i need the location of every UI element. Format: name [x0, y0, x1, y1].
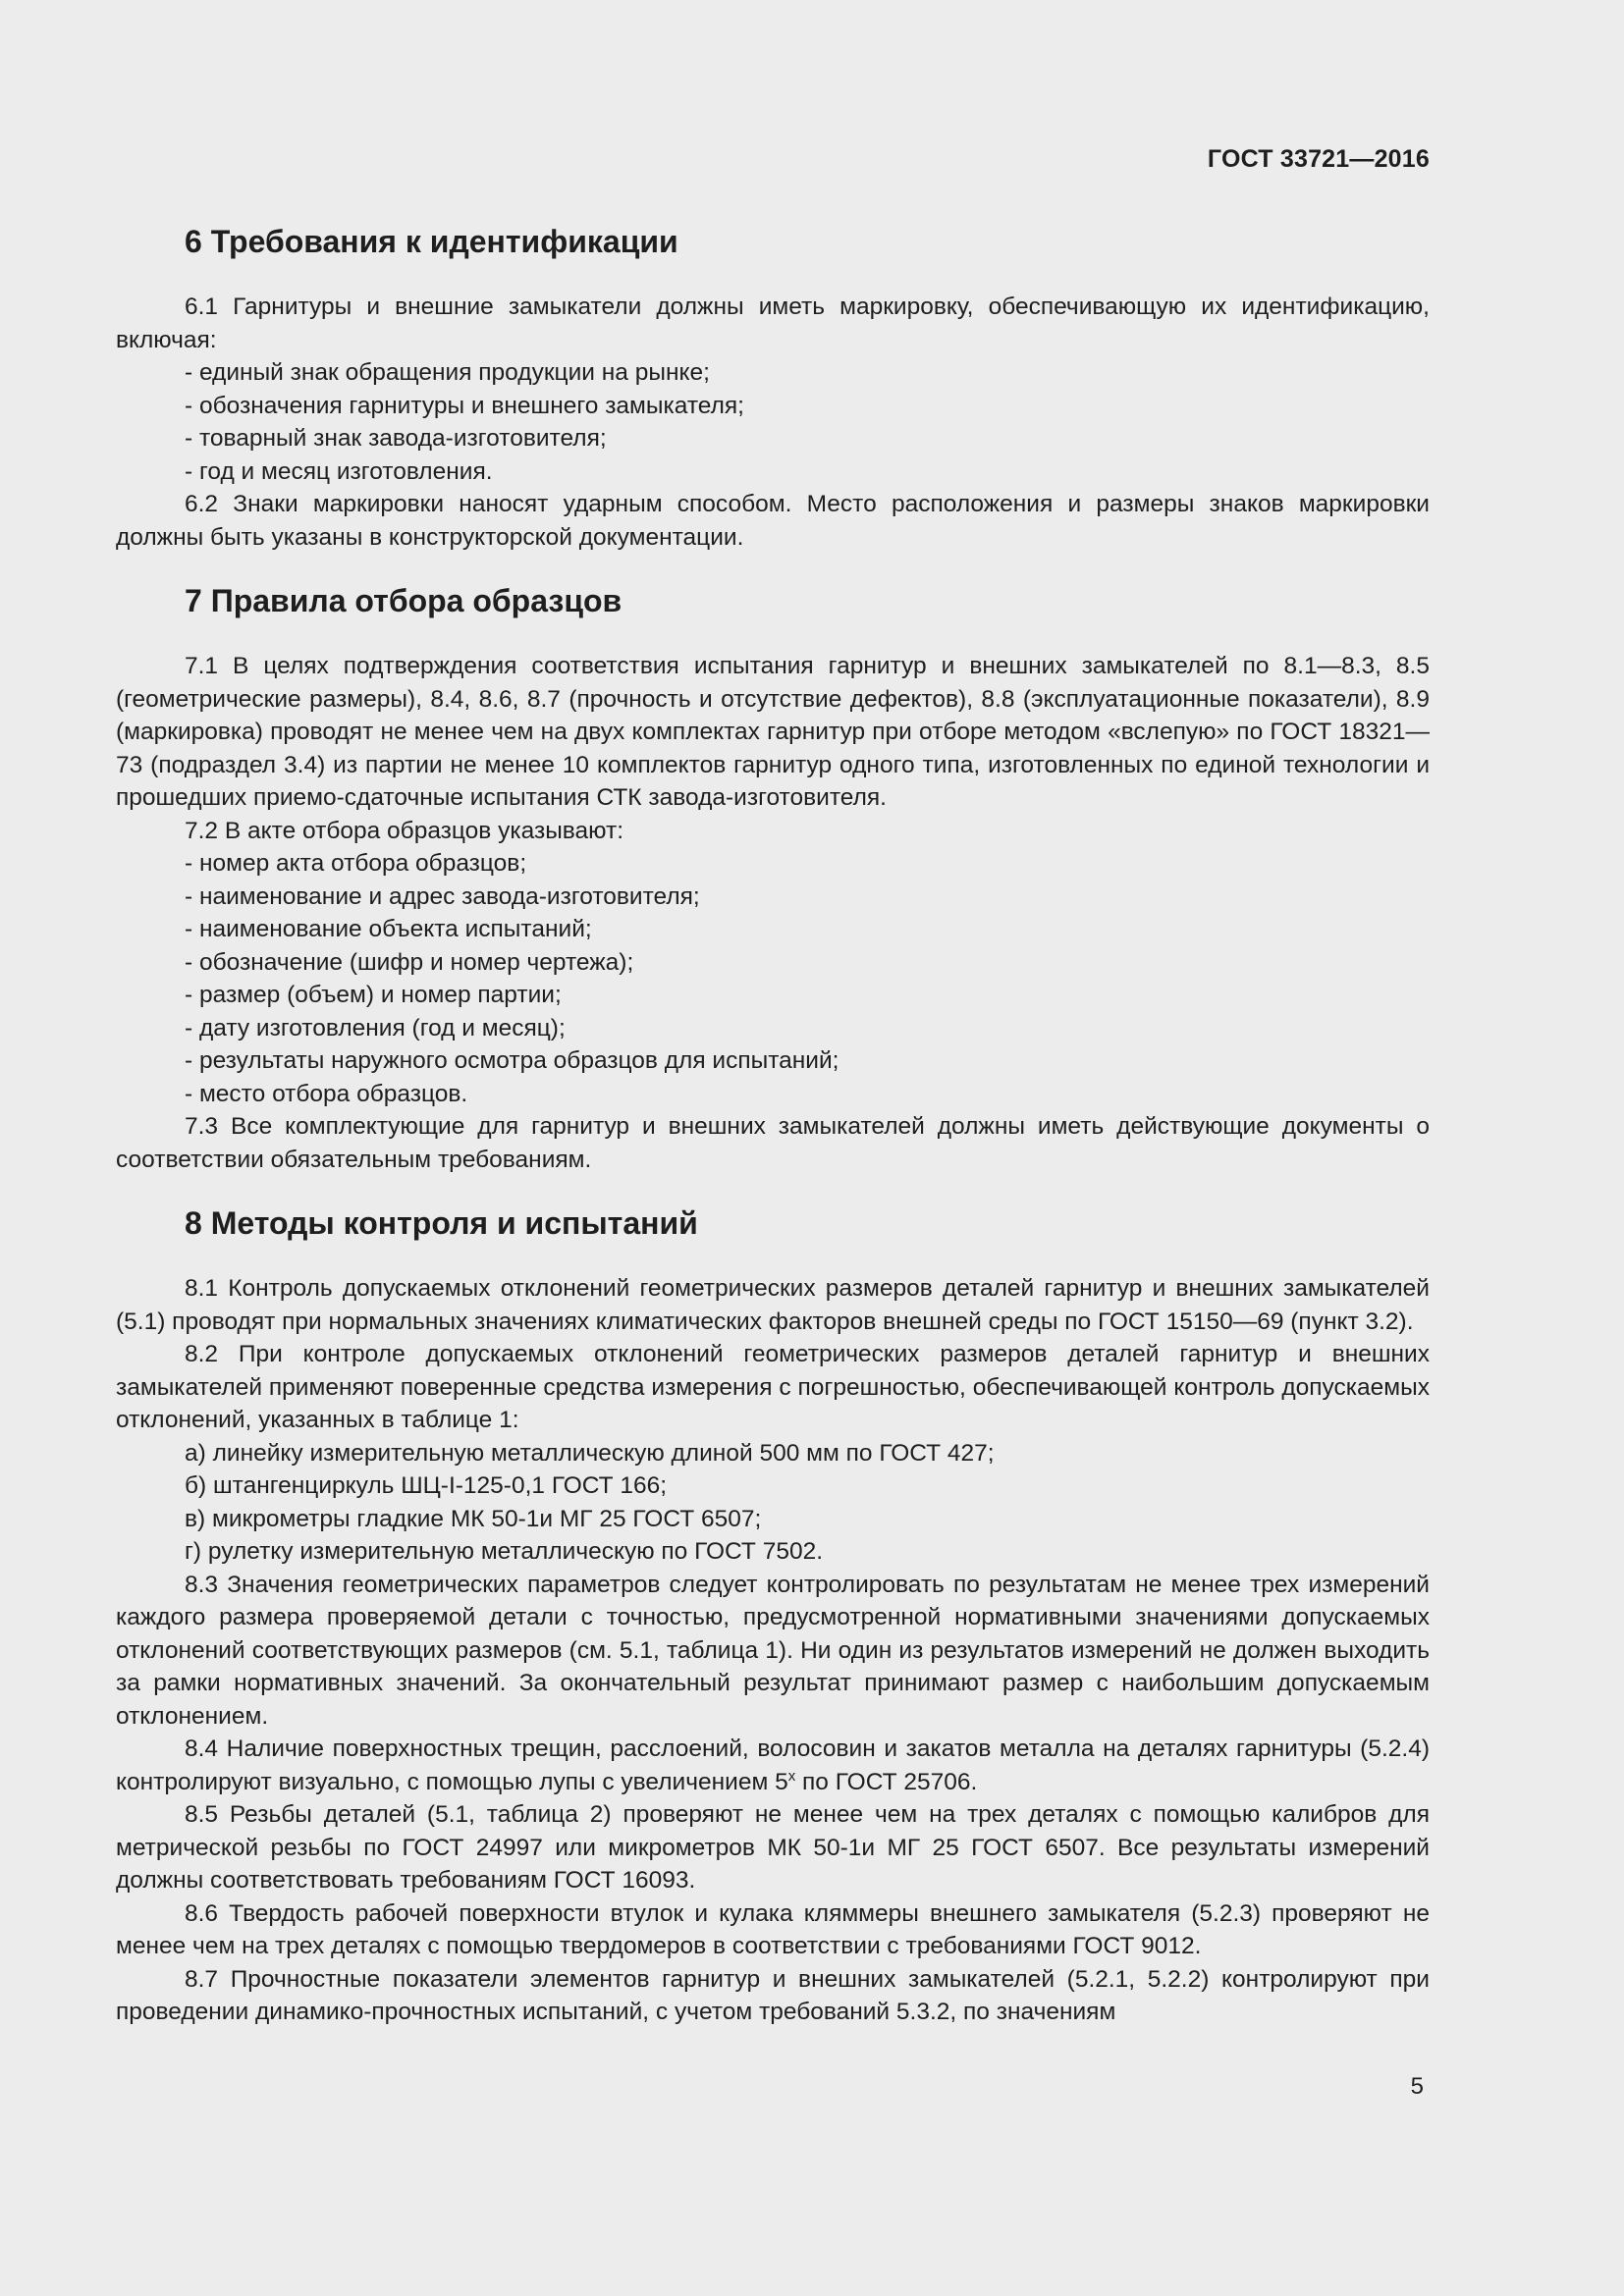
superscript: х [787, 1767, 796, 1785]
document-code: ГОСТ 33721—2016 [1207, 145, 1430, 173]
paragraph: 7.1 В целях подтверждения соответствия испытания гарнитур и внешних замыкателей по 8.1—8.3, 8.5 (геометрические размеры), 8.4, 8.6, 8.7 (прочность и отсутствие дефектов), 8.8 (эксплуатационные показатели), 8.9 (маркировка) проводят не менее чем на двух комплектах гарнитур при отборе методом «вслепую» по ГОСТ 18321—73 (подраздел 3.4) из партии не менее 10 комплектов гарнитур одного типа, изготовленных по единой технологии и прошедших приемо-сдаточные испытания СТК завода-изготовителя. [116, 653, 1430, 811]
list-item: - товарный знак завода-изготовителя; [185, 425, 607, 452]
list-item: - место отбора образцов. [185, 1080, 468, 1107]
list-item: - обозначения гарнитуры и внешнего замыкателя; [185, 392, 744, 419]
list-item: г) рулетку измерительную металлическую по ГОСТ 7502. [185, 1538, 824, 1565]
list-item: - единый знак обращения продукции на рынке; [185, 359, 710, 386]
list-item: - наименование и адрес завода-изготовителя; [185, 882, 700, 910]
section-title: 7 Правила отбора образцов [185, 583, 623, 618]
section-title: 8 Методы контроля и испытаний [185, 1205, 698, 1241]
page-content [116, 222, 1430, 2029]
paragraph: 8.5 Резьбы деталей (5.1, таблица 2) проверяют не менее чем на трех деталях с помощью калибров для метрической резьбы по ГОСТ 24997 или микрометров МК 50-1и МГ 25 ГОСТ 6507. Все результаты измерений должны соответствовать требованиям ГОСТ 16093. [116, 1801, 1430, 1894]
paragraph: 8.3 Значения геометрических параметров следует контролировать по результатам не менее трех измерений каждого размера проверяемой детали с точностью, предусмотренной нормативными значениями допускаемых отклонений соответствующих размеров (см. 5.1, таблица 1). Ни один из результатов измерений не должен выходить за рамки нормативных значений. За окончательный результат принимают размер с наибольшим допускаемым отклонением. [116, 1571, 1430, 1730]
list-item: - наименование объекта испытаний; [185, 916, 592, 942]
paragraph: 8.7 Прочностные показатели элементов гарнитур и внешних замыкателей (5.2.1, 5.2.2) контролируют при проведении динамико-прочностных испытаний, с учетом требований 5.3.2, по значениям [116, 1965, 1430, 2025]
list-item: - дату изготовления (год и месяц); [185, 1014, 566, 1041]
paragraph: 8.6 Твердость рабочей поверхности втулок и кулака кляммеры внешнего замыкателя (5.2.3) проверяют не менее чем на трех деталях с помощью твердомеров в соответствии с требованиями ГОСТ 9012. [116, 1899, 1430, 1959]
paragraph-tail: по ГОСТ 25706. [795, 1768, 978, 1795]
paragraph: 8.2 При контроле допускаемых отклонений геометрических размеров деталей гарнитур и внешних замыкателей применяют поверенные средства измерения с погрешностью, обеспечивающей контроль допускаемых отклонений, указанных в таблице 1: [116, 1341, 1430, 1433]
list-item: - год и месяц изготовления. [185, 457, 493, 485]
paragraph: 8.1 Контроль допускаемых отклонений геометрических размеров деталей гарнитур и внешних замыкателей (5.1) проводят при нормальных значениях климатических факторов внешней среды по ГОСТ 15150—69 (пункт 3.2). [116, 1275, 1430, 1335]
list-item: а) линейку измерительную металлическую длиной 500 мм по ГОСТ 427; [185, 1439, 995, 1467]
page-number: 5 [1410, 2073, 1424, 2100]
section-7 [116, 581, 1430, 1176]
paragraph: 7.2 В акте отбора образцов указывают: [185, 817, 624, 844]
list-item: - номер акта отбора образцов; [185, 850, 527, 877]
list-item: - обозначение (шифр и номер чертежа); [185, 948, 634, 976]
paragraph: 6.1 Гарнитуры и внешние замыкатели должны иметь маркировку, обеспечивающую их идентификацию, включая: [116, 294, 1430, 353]
section-8 [116, 1203, 1430, 2029]
section-title: 6 Требования к идентификации [185, 224, 678, 259]
list-item: в) микрометры гладкие МК 50-1и МГ 25 ГОСТ 6507; [185, 1505, 762, 1532]
paragraph: 6.2 Знаки маркировки наносят ударным способом. Место расположения и размеры знаков маркировки должны быть указаны в конструкторской документации. [116, 491, 1430, 551]
list-item: б) штангенциркуль ШЦ-I-125-0,1 ГОСТ 166; [185, 1472, 668, 1499]
paragraph-text: 8.4 Наличие поверхностных трещин, расслоений, волосовин и закатов металла на деталях гарнитуры (5.2.4) контролируют визуально, с помощью лупы с увеличением 5 [116, 1735, 1430, 1795]
list-item: - размер (объем) и номер партии; [185, 982, 562, 1008]
list-item: - результаты наружного осмотра образцов для испытаний; [185, 1047, 839, 1074]
paragraph: 7.3 Все комплектующие для гарнитур и внешних замыкателей должны иметь действующие документы о соответствии обязательным требованиям. [116, 1113, 1430, 1173]
section-6 [116, 222, 1430, 554]
paragraph-with-superscript [116, 1733, 1430, 1798]
